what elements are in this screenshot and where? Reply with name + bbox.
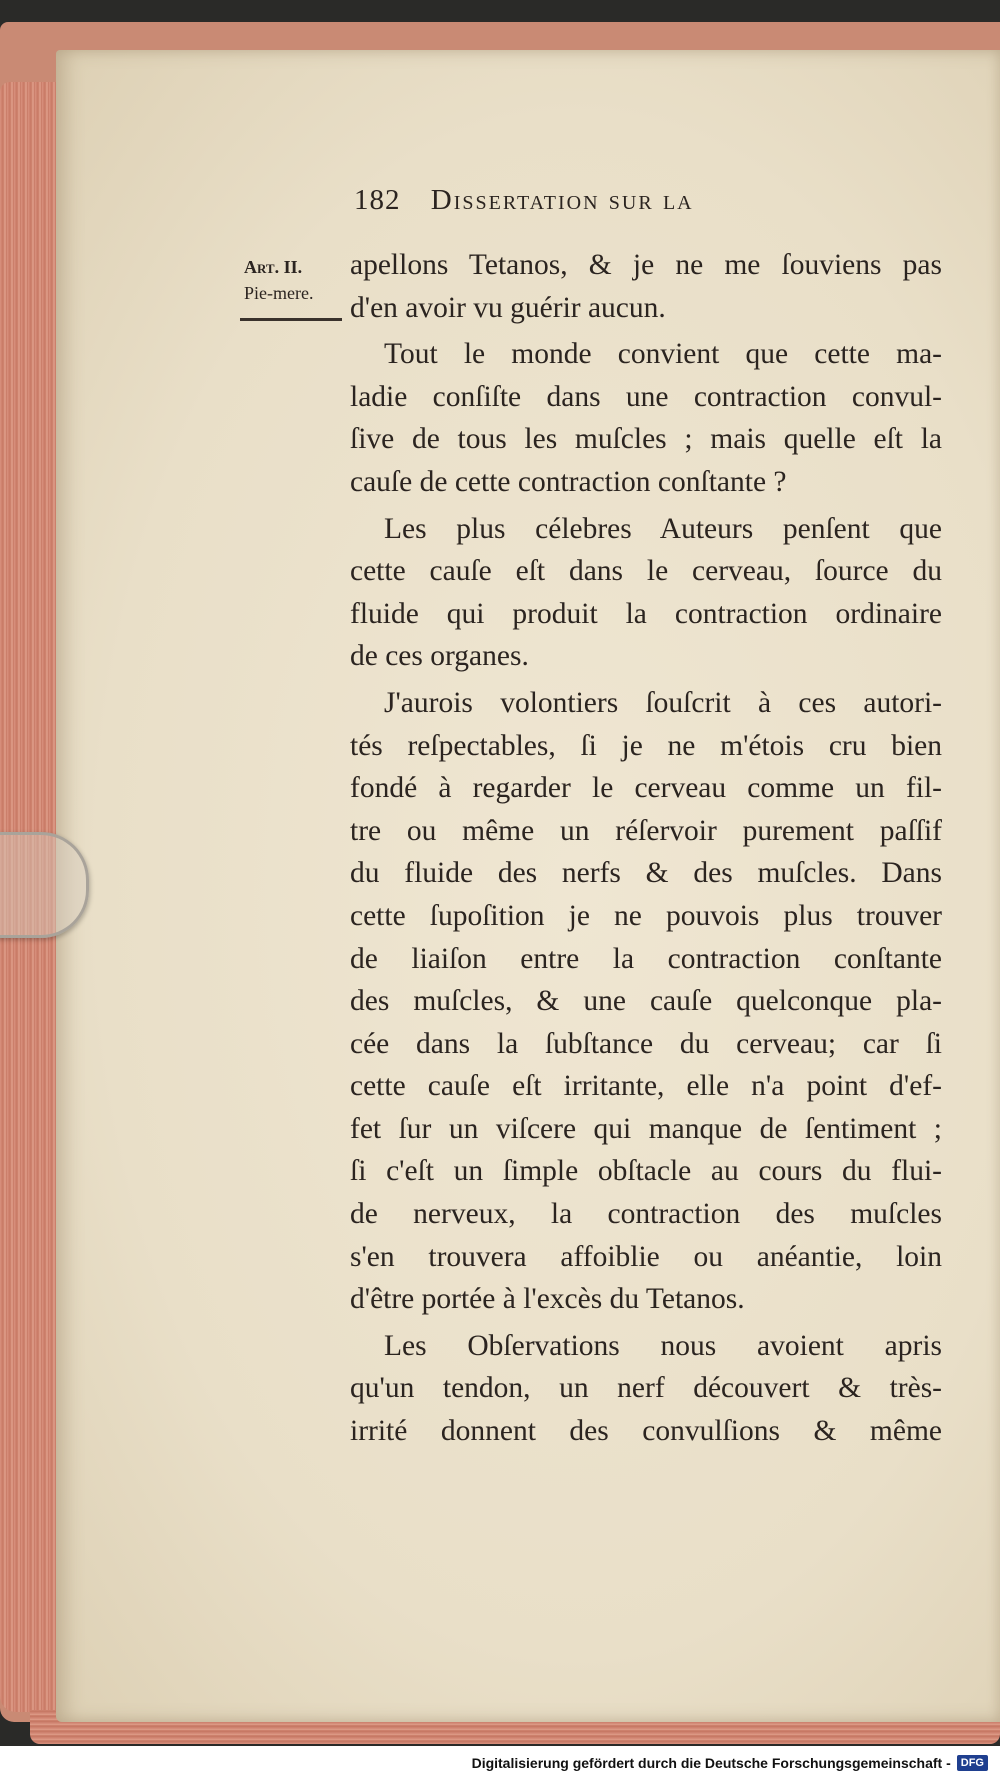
text-line: d'en avoir vu guérir aucun. [350,291,666,324]
text-line: Les Obſervations nous avoient apris [384,1329,942,1362]
text-line: de liaiſon entre la contraction conſtante [350,942,942,975]
text-line: du fluide des nerfs & des muſcles. Dans [350,857,942,890]
text-line: cauſe de cette contraction conſtante ? [350,465,787,498]
text-line: apellons Tetanos, & je ne me ſouviens pas [350,249,942,281]
text-line: d'être portée à l'excès du Tetanos. [350,1283,745,1316]
text-line: cée dans la ſubſtance du cerveau; car ſi [350,1027,942,1060]
running-title: Dissertation sur la [430,184,694,216]
text-line: fluide qui produit la contraction ordinaire [350,597,942,630]
text-line: irrité donnent des convulſions & même [350,1415,942,1448]
margin-note-article: Art. II. [244,257,303,277]
credit-text: Digitalisierung gefördert durch die Deutsche Forschungsgemeinschaft - [471,1755,951,1771]
digitization-credit [466,1748,994,1778]
body-text [350,244,942,1453]
margin-note-subject: Pie-mere. [244,283,314,303]
text-line: ladie conſiſte dans une contraction convul- [350,380,942,413]
text-line: fondé à regarder le cerveau comme un fil- [350,772,942,805]
text-line: Tout le monde convient que cette ma- [384,338,942,371]
text-line: s'en trouvera affoiblie ou anéantie, loin [350,1240,942,1273]
text-line: de nerveux, la contraction des muſcles [350,1198,942,1231]
text-line: cette cauſe eſt irritante, elle n'a point d'ef- [350,1070,942,1103]
text-line: Les plus célebres Auteurs penſent que [384,512,942,545]
margin-rule [240,318,342,321]
text-line: fet ſur un viſcere qui manque de ſentiment ; [350,1112,942,1145]
page-number: 182 [354,184,401,216]
text-line: des muſcles, & une cauſe quelconque pla- [350,985,942,1018]
text-line: tés reſpectables, ſi je ne m'étois cru bien [350,729,942,762]
text-line: ſi c'eſt un ſimple obſtacle au cours du flui- [350,1155,942,1188]
text-line: tre ou même un réſervoir purement paſſif [350,814,942,847]
text-line: ſive de tous les muſcles ; mais quelle eſt la [350,423,942,456]
text-line: de ces organes. [350,640,529,673]
text-line: qu'un tendon, un nerf découvert & très- [350,1372,942,1405]
dfg-logo: DFG [957,1755,988,1771]
text-line: cette cauſe eſt dans le cerveau, ſource du [350,555,942,588]
running-header [354,184,874,224]
margin-note [244,254,349,306]
page-clip [0,832,89,938]
text-line: cette ſupoſition je ne pouvois plus trouver [350,899,942,932]
text-line: J'aurois volontiers ſouſcrit à ces autori- [384,686,942,719]
